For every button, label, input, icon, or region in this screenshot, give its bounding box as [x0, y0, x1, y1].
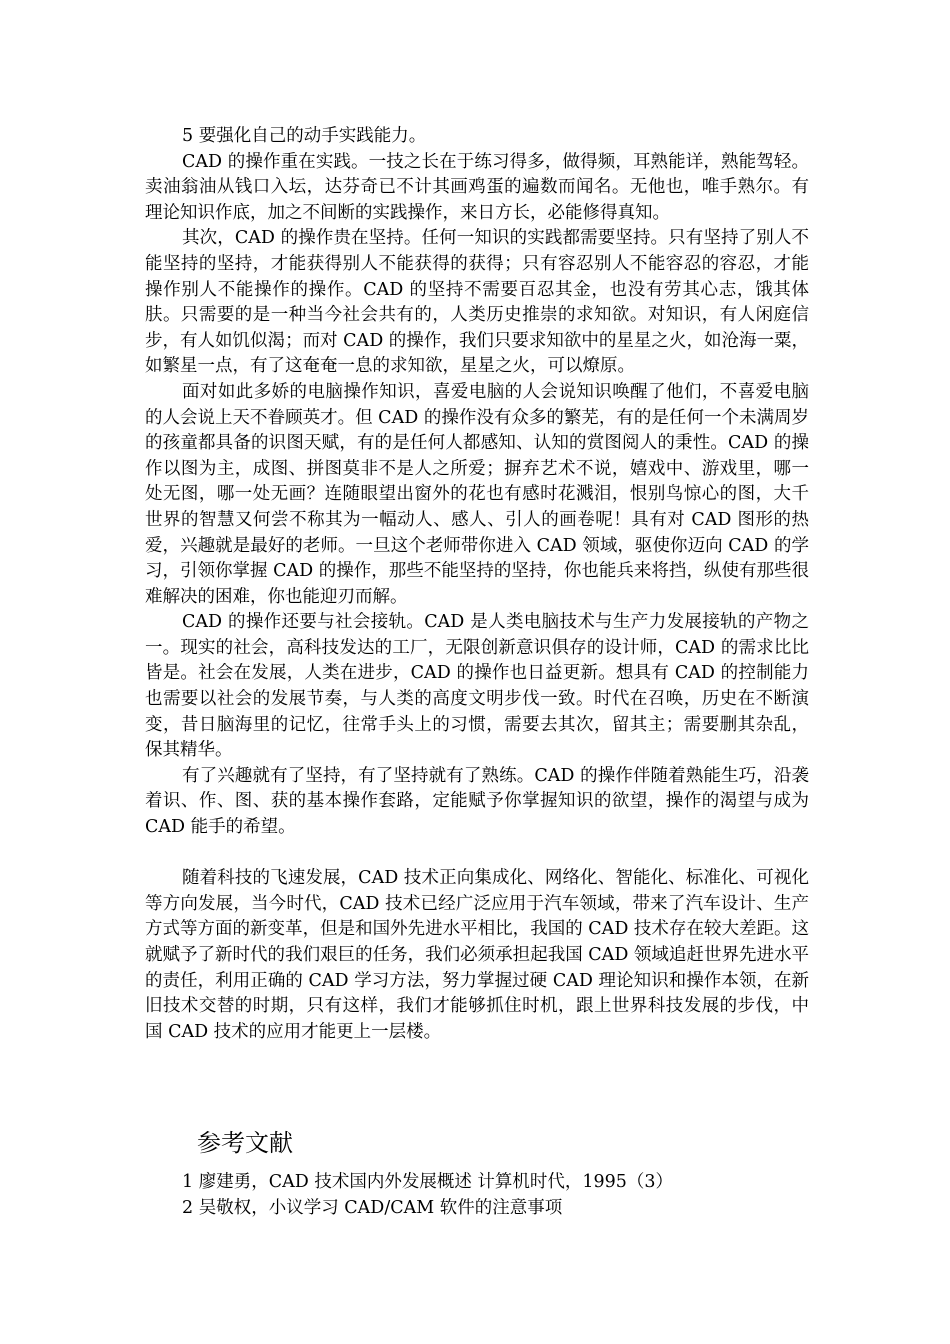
paragraph-5: CAD 的操作还要与社会接轨。CAD 是人类电脑技术与生产力发展接轨的产物之一。现实的社会，高科技发达的工厂，无限创新意识俱存的设计师，CAD 的需求比比皆是。社会在发展，人类在进步，CAD 的操作也日益更新。想具有 CAD 的控制能力也需要以社会的发展节奏，与人类的高度文明步伐一致。时代在召唤，历史在不断演变，昔日脑海里的记忆，往常手头上的习惯，需要去其次，留其主；需要删其杂乱，保其精华。: [145, 612, 809, 761]
body-text: [145, 124, 809, 1045]
reference-item-2: 2 吴敬权，小议学习 CAD/CAM 软件的注意事项: [182, 1197, 563, 1218]
paragraph-2: CAD 的操作重在实践。一技之长在于练习得多，做得频，耳熟能详，熟能驾轻。卖油翁油从钱口入坛，达芬奇已不计其画鸡蛋的遍数而闻名。无他也，唯手熟尔。有理论知识作底，加之不间断的实践操作，来日方长，必能修得真知。: [145, 151, 809, 223]
references-title: 参考文献: [197, 1129, 293, 1157]
reference-list: [182, 1170, 802, 1221]
paragraph-6: 有了兴趣就有了坚持，有了坚持就有了熟练。CAD 的操作伴随着熟能生巧，沿袭着识、作、图、获的基本操作套路，定能赋予你掌握知识的欲望，操作的渴望与成为 CAD 能手的希望。: [145, 765, 809, 838]
paragraph-4: 面对如此多娇的电脑操作知识，喜爱电脑的人会说知识唤醒了他们，不喜爱电脑的人会说上天不眷顾英才。但 CAD 的操作没有众多的繁芜，有的是任何一个未满周岁的孩童都具备的识图天赋，有的是任何人都感知、认知的赏图阅人的秉性。CAD 的操作以图为主，成图、拼图莫非不是人之所爱；摒弃艺术不说，嬉戏中、游戏里，哪一处无图，哪一处无画？连随眼望出窗外的花也有感时花溅泪，恨别鸟惊心的图，大千世界的智慧又何尝不称其为一幅动人、感人、引人的画卷呢！具有对 CAD 图形的热爱，兴趣就是最好的老师。一旦这个老师带你进入 CAD 领域，驱使你迈向 CAD 的学习，引领你掌握 CAD 的操作，那些不能坚持的坚持，你也能兵来将挡，纵使有那些很难解决的困难，你也能迎刃而解。: [145, 381, 809, 607]
reference-item-1: 1 廖建勇，CAD 技术国内外发展概述 计算机时代，1995（3）: [182, 1172, 674, 1192]
paragraph-1: 5 要强化自己的动手实践能力。: [182, 126, 427, 146]
paragraph-3: 其次，CAD 的操作贵在坚持。任何一知识的实践都需要坚持。只有坚持了别人不能坚持的坚持，才能获得别人不能获得的获得；只有容忍别人不能容忍的容忍，才能操作别人不能操作的操作。CAD 的坚持不需要百忍其金，也没有劳其心志，饿其体肤。只需要的是一种当今社会共有的，人类历史推崇的求知欲。对知识，有人闲庭信步，有人如饥似渴；而对 CAD 的操作，我们只要求知欲中的星星之火，如沧海一粟，如繁星一点，有了这奄奄一息的求知欲，星星之火，可以燎原。: [145, 228, 809, 377]
blank-line: [145, 841, 809, 867]
paragraph-7: 随着科技的飞速发展，CAD 技术正向集成化、网络化、智能化、标准化、可视化等方向发展，当今时代，CAD 技术已经广泛应用于汽车领域，带来了汽车设计、生产方式等方面的新变革，但是和国外先进水平相比，我国的 CAD 技术存在较大差距。这就赋予了新时代的我们艰巨的任务，我们必须承担起我国 CAD 领域追赶世界先进水平的责任，利用正确的 CAD 学习方法，努力掌握过硬 CAD 理论知识和操作本领，在新旧技术交替的时期，只有这样，我们才能够抓住时机，跟上世界科技发展的步伐，中国 CAD 技术的应用才能更上一层楼。: [145, 868, 809, 1042]
